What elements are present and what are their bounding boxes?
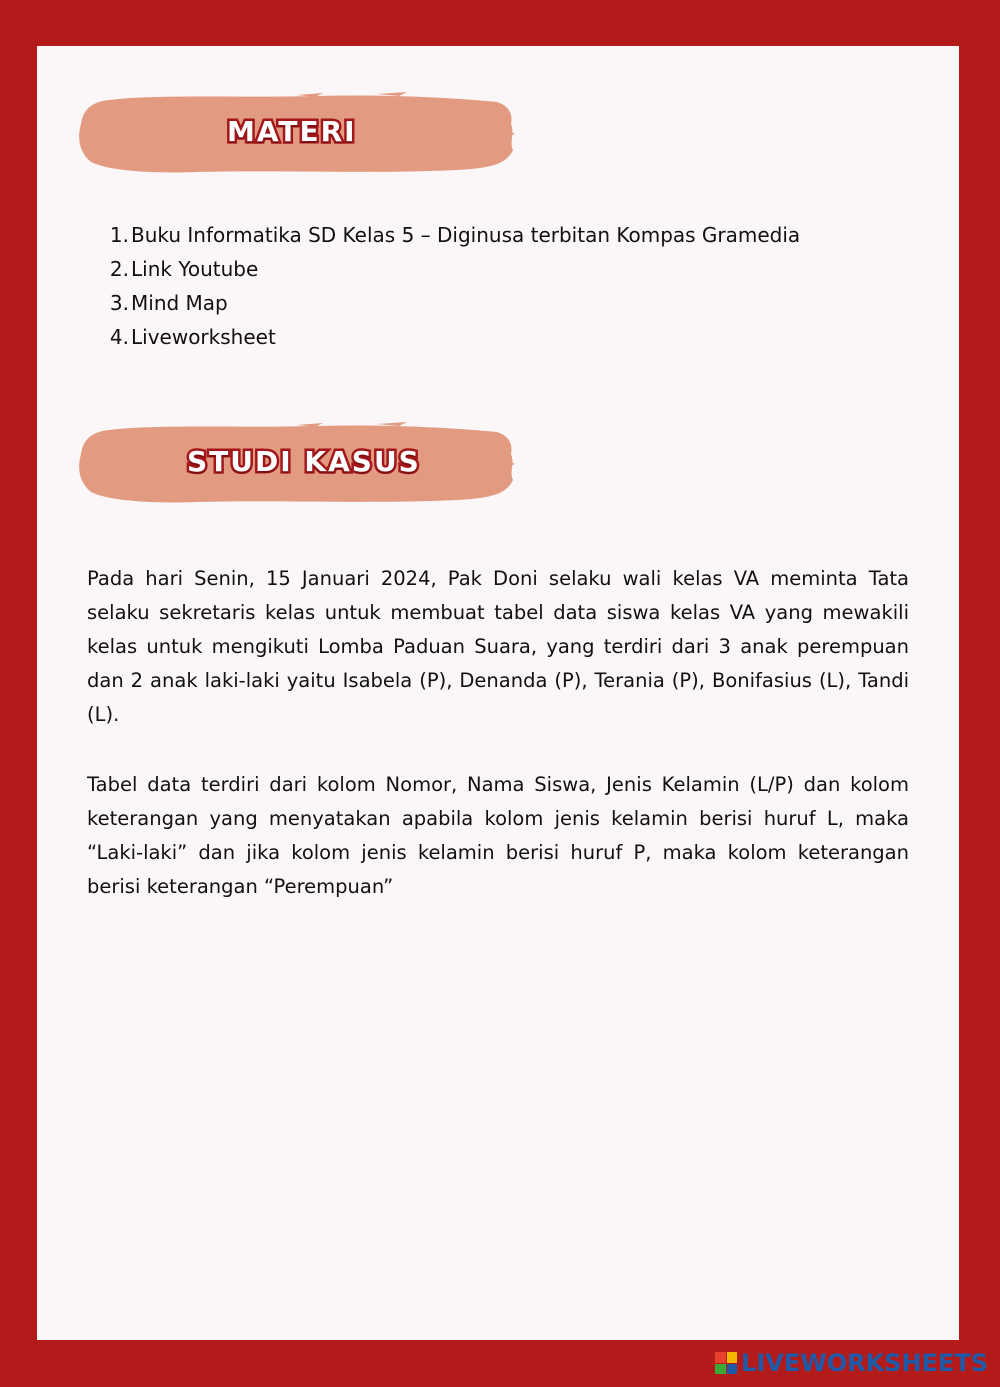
materi-list: [105, 218, 800, 354]
worksheet-page: [37, 46, 959, 1340]
list-item: 4. Liveworksheet: [109, 325, 276, 349]
studi-kasus-title: STUDI KASUS: [187, 445, 421, 478]
case-paragraph-2: Tabel data terdiri dari kolom Nomor, Nama Siswa, Jenis Kelamin (L/P) dan kolom keterangan yang menyatakan apabila kolom jenis kelamin berisi huruf L, maka “Laki-laki” dan jika kolom jenis kelamin berisi huruf P, maka kolom keterangan berisi keterangan “Perempuan”: [87, 773, 909, 898]
liveworksheets-wordmark: LIVEWORKSHEETS: [741, 1349, 988, 1377]
list-item: 2. Link Youtube: [109, 257, 259, 281]
materi-banner: [77, 90, 515, 174]
liveworksheets-branding[interactable]: [715, 1348, 988, 1378]
list-item: 1. Buku Informatika SD Kelas 5 – Diginusa terbitan Kompas Gramedia: [109, 223, 801, 247]
liveworksheets-logo-icon: [715, 1352, 737, 1374]
case-paragraph-1: Pada hari Senin, 15 Januari 2024, Pak Doni selaku wali kelas VA meminta Tata selaku sekretaris kelas untuk membuat tabel data siswa kelas VA yang mewakili kelas untuk mengikuti Lomba Paduan Suara, yang terdiri dari 3 anak perempuan dan 2 anak laki-laki yaitu Isabela (P), Denanda (P), Terania (P), Bonifasius (L), Tandi (L).: [87, 567, 909, 726]
list-item: 3. Mind Map: [109, 291, 228, 315]
materi-title: MATERI: [227, 115, 357, 148]
studi-kasus-banner: [77, 420, 515, 504]
